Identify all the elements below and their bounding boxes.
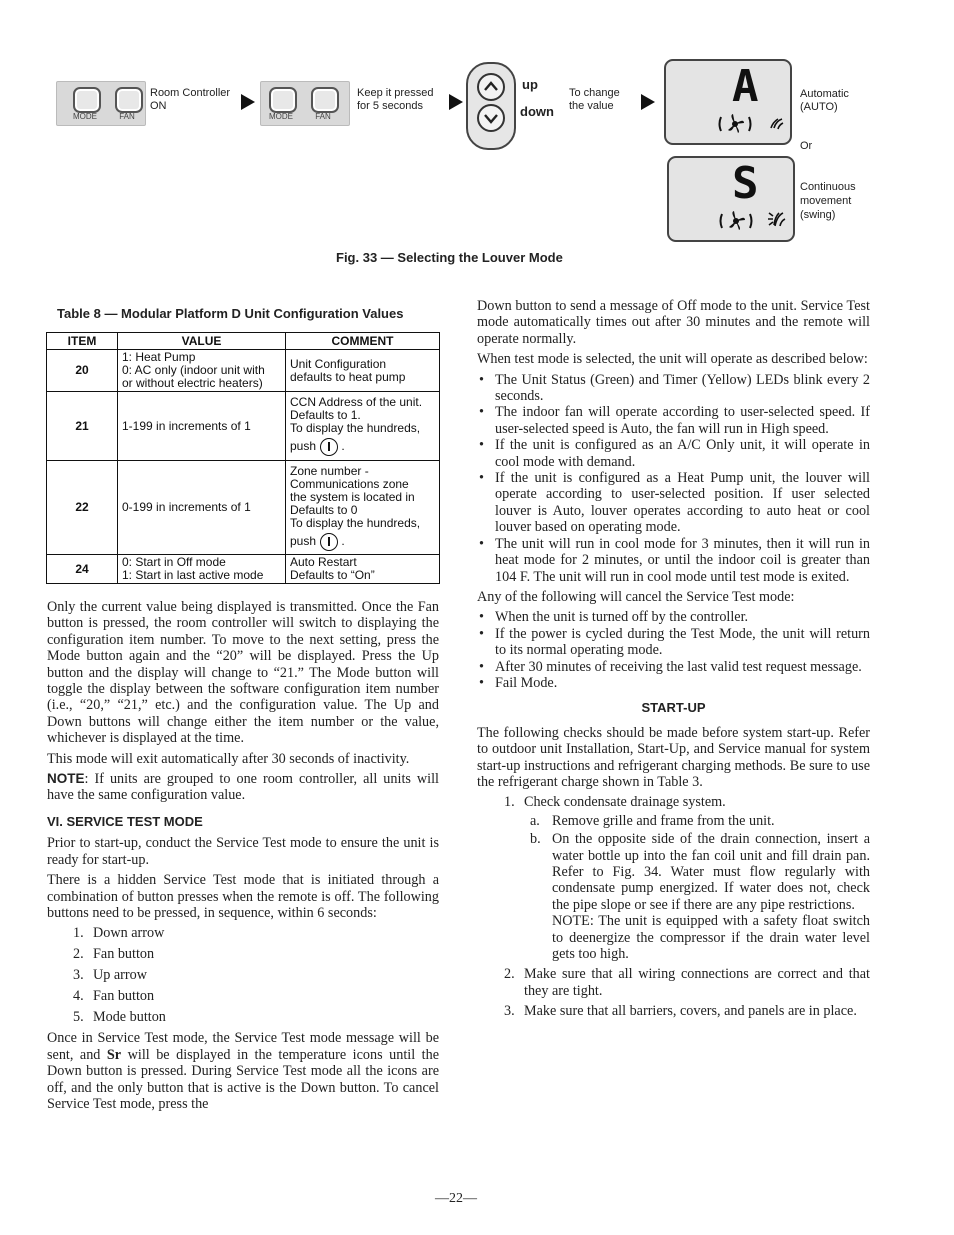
fan-icon: [718, 113, 752, 135]
note-paragraph: NOTE: If units are grouped to one room controller, all units will have the same configuration value.: [47, 771, 439, 804]
left-column: [47, 599, 439, 1116]
comment-cell: Auto Restart Defaults to “On”: [286, 555, 440, 584]
lcd-display-swing: [667, 156, 795, 242]
power-icon: [320, 438, 338, 456]
list-item: • If the unit is configured as a Heat Pump unit, the louver will operate according to user-selected position. If user selected louver is Auto, louver operates according to auto heat or cool louver based on operating mode.: [477, 470, 870, 536]
button-sequence-list: [47, 925, 439, 1025]
mode-button: [269, 87, 297, 113]
list-item: • If the power is cycled during the Test Mode, the unit will return to its normal operating mode.: [477, 626, 870, 659]
comment-cell: Zone number - Communications zone the system is located in Defaults to 0 To display the hundreds, push .: [286, 461, 440, 555]
paragraph: Once in Service Test mode, the Service Test mode message will be sent, and Sr will be displayed in the temperature icons until the Down button is pressed. During Service Test mode all the icons are off, and the only button that is active is the Down button. To cancel Service Test mode, press the: [47, 1030, 439, 1112]
table-row: [47, 461, 440, 555]
paragraph: There is a hidden Service Test mode that is initiated through a combination of button presses when the remote is off. The following buttons need to be pressed, in sequence, within 6 seconds:: [47, 872, 439, 921]
paragraph: Only the current value being displayed is transmitted. Once the Fan button is pressed, the room controller will switch to displaying the configuration item number. To move to the next setting, press the Mode button again and the “20” will be displayed. Press the Up button and the display will change to “21.” The Mode button will toggle the display between the software configuration item number (i.e., “20,” “21,” etc.) and the configuration value. The Up and Down buttons will change either the item number or the value, whichever is displayed at the time.: [47, 599, 439, 747]
column-header: COMMENT: [286, 333, 440, 350]
item-cell: 21: [47, 392, 118, 461]
list-item: • After 30 minutes of receiving the last valid test request message.: [477, 659, 870, 675]
section-heading: START-UP: [641, 700, 706, 716]
fan-button-label: FAN: [119, 112, 135, 121]
up-arrow-icon: [477, 73, 505, 101]
lcd-display-auto: [664, 59, 792, 145]
fan-button-label: FAN: [315, 112, 331, 121]
up-label: up: [522, 77, 538, 92]
arrow-right-icon: [449, 94, 463, 110]
louver-mode-char: S: [732, 158, 759, 209]
mode-button-label: MODE: [73, 112, 97, 121]
startup-checklist: 1. Check condensate drainage system. a. Remove grille and frame from the unit. b. On the opposite side of the drain connection, insert a water bottle up into the fan coil unit and fill drain pan. Refer to Fig. 34. Water must flow regularly with condensate pump energized. If water does not, check the pipe slope or see if there are any pipe restrictions. NOTE: The unit is equipped with a safety float switch to deenergize the compressor if the drain water level gets too high. 2. Make sure that all wiring connections are correct and that they are tight. 3. Make sure that all barriers, covers, and panels are in place.: [477, 794, 870, 1019]
configuration-table: [46, 332, 440, 584]
figure-caption: Fig. 33 — Selecting the Louver Mode: [336, 250, 563, 265]
list-item: Make sure that all barriers, covers, and panels are in place.: [524, 1003, 857, 1020]
value-cell: 1-199 in increments of 1: [118, 392, 286, 461]
step3-caption: To change the value: [569, 87, 620, 112]
paragraph: This mode will exit automatically after 30 seconds of inactivity.: [47, 750, 410, 767]
down-label: down: [520, 104, 554, 119]
remote-button-panel-2: [260, 81, 350, 126]
value-cell: 0: Start in Off mode 1: Start in last active mode: [118, 555, 286, 584]
item-cell: 24: [47, 555, 118, 584]
test-mode-behavior-list: [477, 372, 870, 585]
note-paragraph: NOTE: The unit is equipped with a safety float switch to deenergize the compressor if the drain water level gets too high.: [552, 913, 870, 963]
cancel-conditions-list: [477, 609, 870, 691]
list-item: • If the unit is configured as an A/C Only unit, it will operate in cool mode with demand.: [477, 437, 870, 470]
list-item: 4. Fan button: [73, 988, 155, 1005]
paragraph: When test mode is selected, the unit will operate as described below:: [477, 351, 868, 368]
item-cell: 22: [47, 461, 118, 555]
list-item: 5. Mode button: [73, 1009, 166, 1026]
remote-button-panel-1: [56, 81, 146, 126]
paragraph: Any of the following will cancel the Service Test mode:: [477, 588, 795, 605]
fan-icon: [719, 210, 753, 232]
table-row: [47, 555, 440, 584]
up-down-button-pad: [466, 62, 516, 150]
down-arrow-icon: [477, 104, 505, 132]
value-cell: 0-199 in increments of 1: [118, 461, 286, 555]
paragraph: Prior to start-up, conduct the Service Test mode to ensure the unit is ready for start-up.: [47, 835, 439, 868]
value-cell: 1: Heat Pump 0: AC only (indoor unit with or without electric heaters): [118, 350, 286, 392]
list-item: On the opposite side of the drain connection, insert a water bottle up into the fan coil unit and fill drain pan. Refer to Fig. 34. Water must flow regularly with condensate pump energized. If water does not, check the pipe slope or see if there are any pipe restrictions.: [552, 831, 870, 913]
arrow-right-icon: [241, 94, 255, 110]
section-heading: VI. SERVICE TEST MODE: [47, 813, 203, 829]
mode-button: [73, 87, 101, 113]
table-row: [47, 392, 440, 461]
fan-button: [311, 87, 339, 113]
step1-caption: Room Controller ON: [150, 87, 231, 112]
right-column: [477, 298, 870, 1020]
page-number: —22—: [435, 1191, 477, 1206]
list-item: Remove grille and frame from the unit.: [552, 812, 775, 829]
table-row: [47, 350, 440, 392]
arrow-right-icon: [641, 94, 655, 110]
swing-caption: Continuous movement (swing): [800, 181, 856, 221]
list-item: • When the unit is turned off by the controller.: [477, 609, 870, 625]
paragraph: Down button to send a message of Off mode to the unit. Service Test mode automatically times out after 30 minutes and the remote will operate normally.: [477, 298, 870, 347]
list-item: • Fail Mode.: [477, 675, 870, 691]
list-item: Make sure that all wiring connections are correct and that they are tight.: [524, 966, 870, 999]
louver-swing-icon: [766, 210, 786, 230]
mode-button-label: MODE: [269, 112, 293, 121]
list-item: • The indoor fan will operate according to user-selected speed. If user-selected speed is Auto, the fan will run in High speed.: [477, 404, 870, 437]
item-cell: 20: [47, 350, 118, 392]
list-item: • The unit will run in cool mode for 3 minutes, then it will run in heat mode for 2 minutes, or until the indoor coil is greater than 104 F. The unit will run in cool mode until test mode is exited.: [477, 536, 870, 585]
louver-auto-icon: [768, 116, 784, 132]
power-icon: [320, 533, 338, 551]
list-item: 2. Fan button: [73, 946, 155, 963]
table-title: Table 8 — Modular Platform D Unit Configuration Values: [57, 306, 404, 321]
list-item: Check condensate drainage system.: [524, 794, 726, 811]
auto-caption: Automatic (AUTO): [800, 88, 849, 113]
list-item: 3. Up arrow: [73, 967, 147, 984]
list-item: • The Unit Status (Green) and Timer (Yellow) LEDs blink every 2 seconds.: [477, 372, 870, 405]
fan-button: [115, 87, 143, 113]
list-item: 1. Down arrow: [73, 925, 165, 942]
column-header: VALUE: [118, 333, 286, 350]
comment-cell: Unit Configuration defaults to heat pump: [286, 350, 440, 392]
louver-mode-char: A: [732, 61, 759, 112]
or-label: Or: [800, 140, 813, 152]
step2-caption: Keep it pressed for 5 seconds: [357, 87, 434, 112]
paragraph: The following checks should be made before system start-up. Refer to outdoor unit Installation, Start-Up, and Service manual for system start-up instructions and refrigerant charging methods. Be sure to use the refrigerant charge shown in Table 3.: [477, 724, 870, 790]
comment-cell: CCN Address of the unit. Defaults to 1. To display the hundreds, push .: [286, 392, 440, 461]
column-header: ITEM: [47, 333, 118, 350]
